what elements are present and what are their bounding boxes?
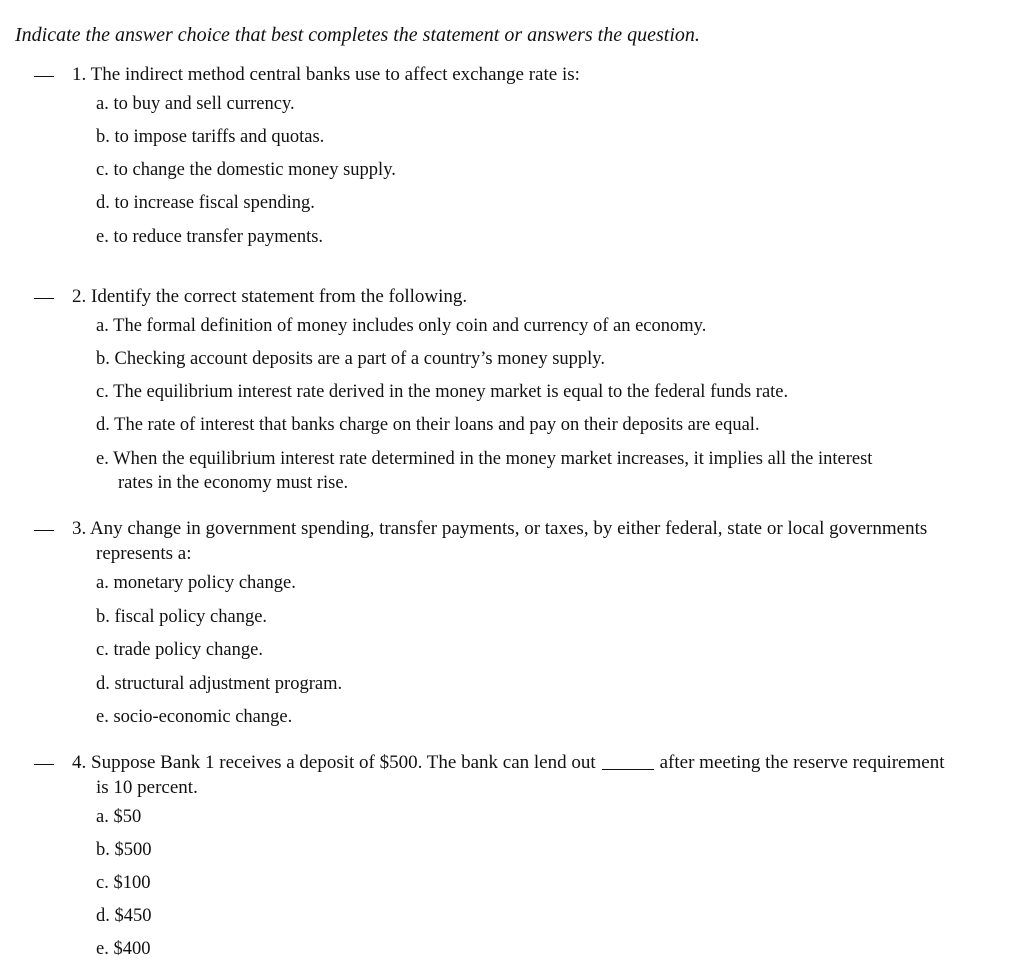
fill-in-blank[interactable]: [602, 751, 654, 770]
question-stem: [72, 750, 944, 800]
choice-b: b. to impose tariffs and quotas.: [96, 127, 325, 147]
question-number: 4.: [72, 752, 87, 773]
question-text-after: after meeting the reserve requirement: [659, 752, 945, 773]
choice-e: e. socio-economic change.: [96, 707, 293, 727]
question-text-continued: is 10 percent.: [96, 777, 198, 798]
question-stem: [72, 284, 467, 309]
choice-c: c. The equilibrium interest rate derived in the money market is equal to the federal funds rate.: [96, 382, 789, 402]
choice-c: c. trade policy change.: [96, 640, 263, 660]
choice-a: a. to buy and sell currency.: [96, 94, 295, 114]
choice-b: b. fiscal policy change.: [96, 607, 268, 627]
question-text: Identify the correct statement from the following.: [91, 286, 468, 307]
answer-blank-1[interactable]: [34, 76, 54, 77]
choice-d: d. $450: [96, 906, 152, 926]
choice-d: d. to increase fiscal spending.: [96, 193, 315, 213]
choice-e: e. $400: [96, 939, 151, 959]
choice-c: c. $100: [96, 873, 151, 893]
question-text: Any change in government spending, transfer payments, or taxes, by either federal, state or local governments: [89, 518, 928, 539]
choice-e: e. to reduce transfer payments.: [96, 227, 324, 247]
answer-blank-2[interactable]: [34, 298, 54, 299]
choice-d: d. The rate of interest that banks charge on their loans and pay on their deposits are equal.: [96, 415, 760, 435]
question-text: Suppose Bank 1 receives a deposit of $500. The bank can lend out: [91, 752, 596, 773]
choice-c: c. to change the domestic money supply.: [96, 160, 396, 180]
answer-blank-4[interactable]: [34, 764, 54, 765]
question-number: 3.: [72, 518, 87, 539]
question-stem: [72, 516, 927, 566]
choice-a: a. monetary policy change.: [96, 573, 296, 593]
question-text: The indirect method central banks use to affect exchange rate is:: [90, 64, 580, 85]
question-stem: [72, 62, 580, 87]
choice-b: b. $500: [96, 840, 152, 860]
choice-d: d. structural adjustment program.: [96, 674, 343, 694]
choice-a: a. $50: [96, 807, 142, 827]
answer-blank-3[interactable]: [34, 530, 54, 531]
question-number: 1.: [72, 64, 87, 85]
question-text-continued: represents a:: [96, 543, 192, 564]
choice-b: b. Checking account deposits are a part of a country’s money supply.: [96, 349, 605, 369]
question-number: 2.: [72, 286, 87, 307]
choice-a: a. The formal definition of money includes only coin and currency of an economy.: [96, 316, 707, 336]
choice-e-continued: rates in the economy must rise.: [118, 473, 349, 493]
instructions: Indicate the answer choice that best completes the statement or answers the question.: [15, 24, 700, 46]
choice-e: e. When the equilibrium interest rate determined in the money market increases, it implies all the interest rates in the economy must rise.: [96, 449, 873, 493]
